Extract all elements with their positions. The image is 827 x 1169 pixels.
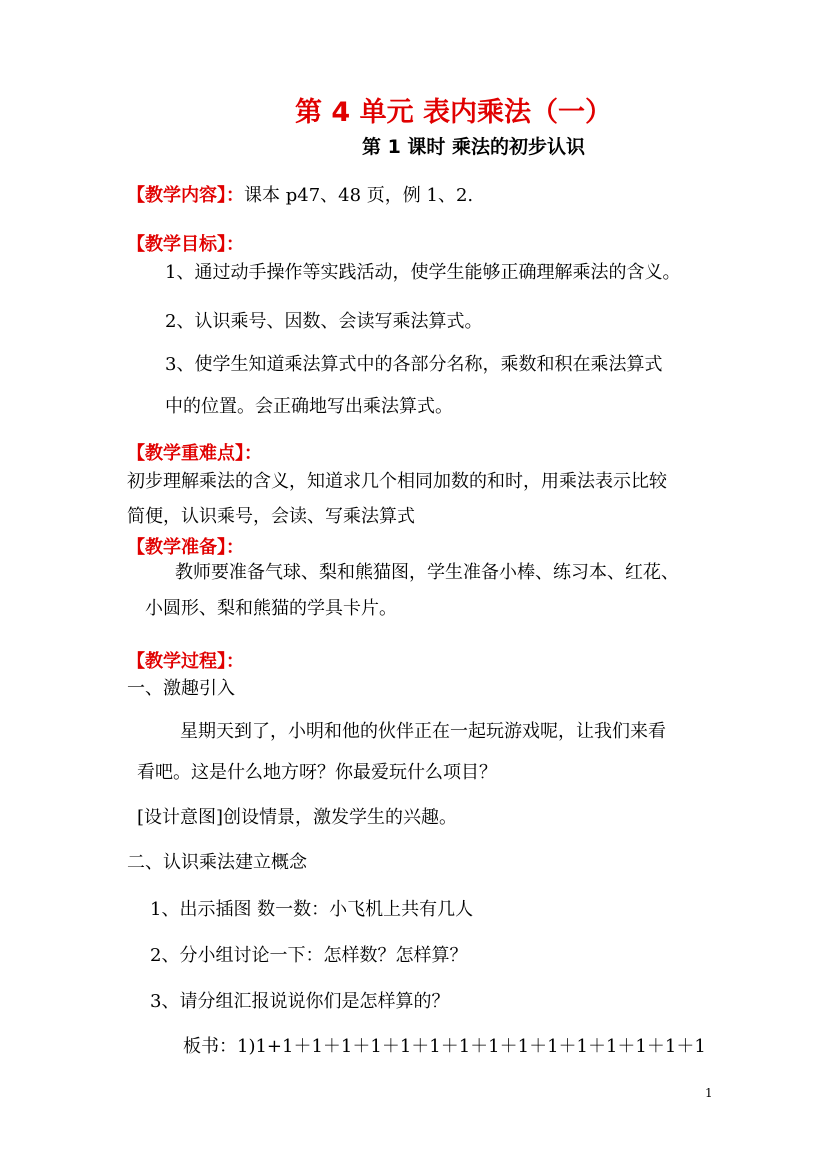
goals-heading: 【教学目标】： — [127, 234, 244, 255]
intro-line-2: 看吧。这是什么地方呀？你最爱玩什么项目？ — [137, 762, 497, 783]
goal-item-3: 3、使学生知道乘法算式中的各部分名称，乘数和积在乘法算式 — [165, 354, 663, 375]
process-heading: 【教学过程】： — [127, 651, 244, 672]
unit-title: 第 4 单元 表内乘法（一） — [295, 97, 612, 128]
intro-line-1: 星期天到了，小明和他的伙伴正在一起玩游戏呢，让我们来看 — [180, 721, 666, 742]
section-1-title: 一、激趣引入 — [127, 678, 235, 699]
content-text: 课本 p47、48 页，例 1、2. — [244, 185, 474, 206]
step-3: 3、请分组汇报说说你们是怎样算的？ — [150, 991, 450, 1012]
board-writing: 板书：1)1+1＋1＋1＋1＋1＋1＋1＋1＋1＋1＋1＋1＋1＋1＋1 — [183, 1036, 706, 1057]
step-2: 2、分小组讨论一下：怎样数？怎样算？ — [150, 945, 468, 966]
goal-item-3-cont: 中的位置。会正确地写出乘法算式。 — [165, 396, 453, 417]
content-heading: 【教学内容】： — [127, 185, 244, 206]
content-line — [127, 184, 473, 208]
goal-item-2: 2、认识乘号、因数、会读写乘法算式。 — [165, 311, 483, 332]
key-points-line-2: 简便，认识乘号，会读、写乘法算式 — [127, 506, 415, 527]
design-note: [设计意图]创设情景，激发学生的兴趣。 — [137, 807, 458, 828]
key-points-heading: 【教学重难点】： — [127, 443, 262, 464]
section-2-title: 二、认识乘法建立概念 — [127, 852, 307, 873]
preparation-heading: 【教学准备】： — [127, 537, 244, 558]
step-1: 1、出示插图 数一数：小飞机上共有几人 — [150, 899, 474, 920]
preparation-line-2: 小圆形、梨和熊猫的学具卡片。 — [145, 598, 397, 619]
preparation-line-1: 教师要准备气球、梨和熊猫图，学生准备小棒、练习本、红花、 — [175, 562, 679, 583]
page-number: 1 — [705, 1086, 713, 1100]
key-points-line-1: 初步理解乘法的含义，知道求几个相同加数的和时，用乘法表示比较 — [127, 471, 667, 492]
goal-item-1: 1、通过动手操作等实践活动，使学生能够正确理解乘法的含义。 — [165, 262, 681, 283]
lesson-subtitle: 第 1 课时 乘法的初步认识 — [361, 136, 586, 158]
